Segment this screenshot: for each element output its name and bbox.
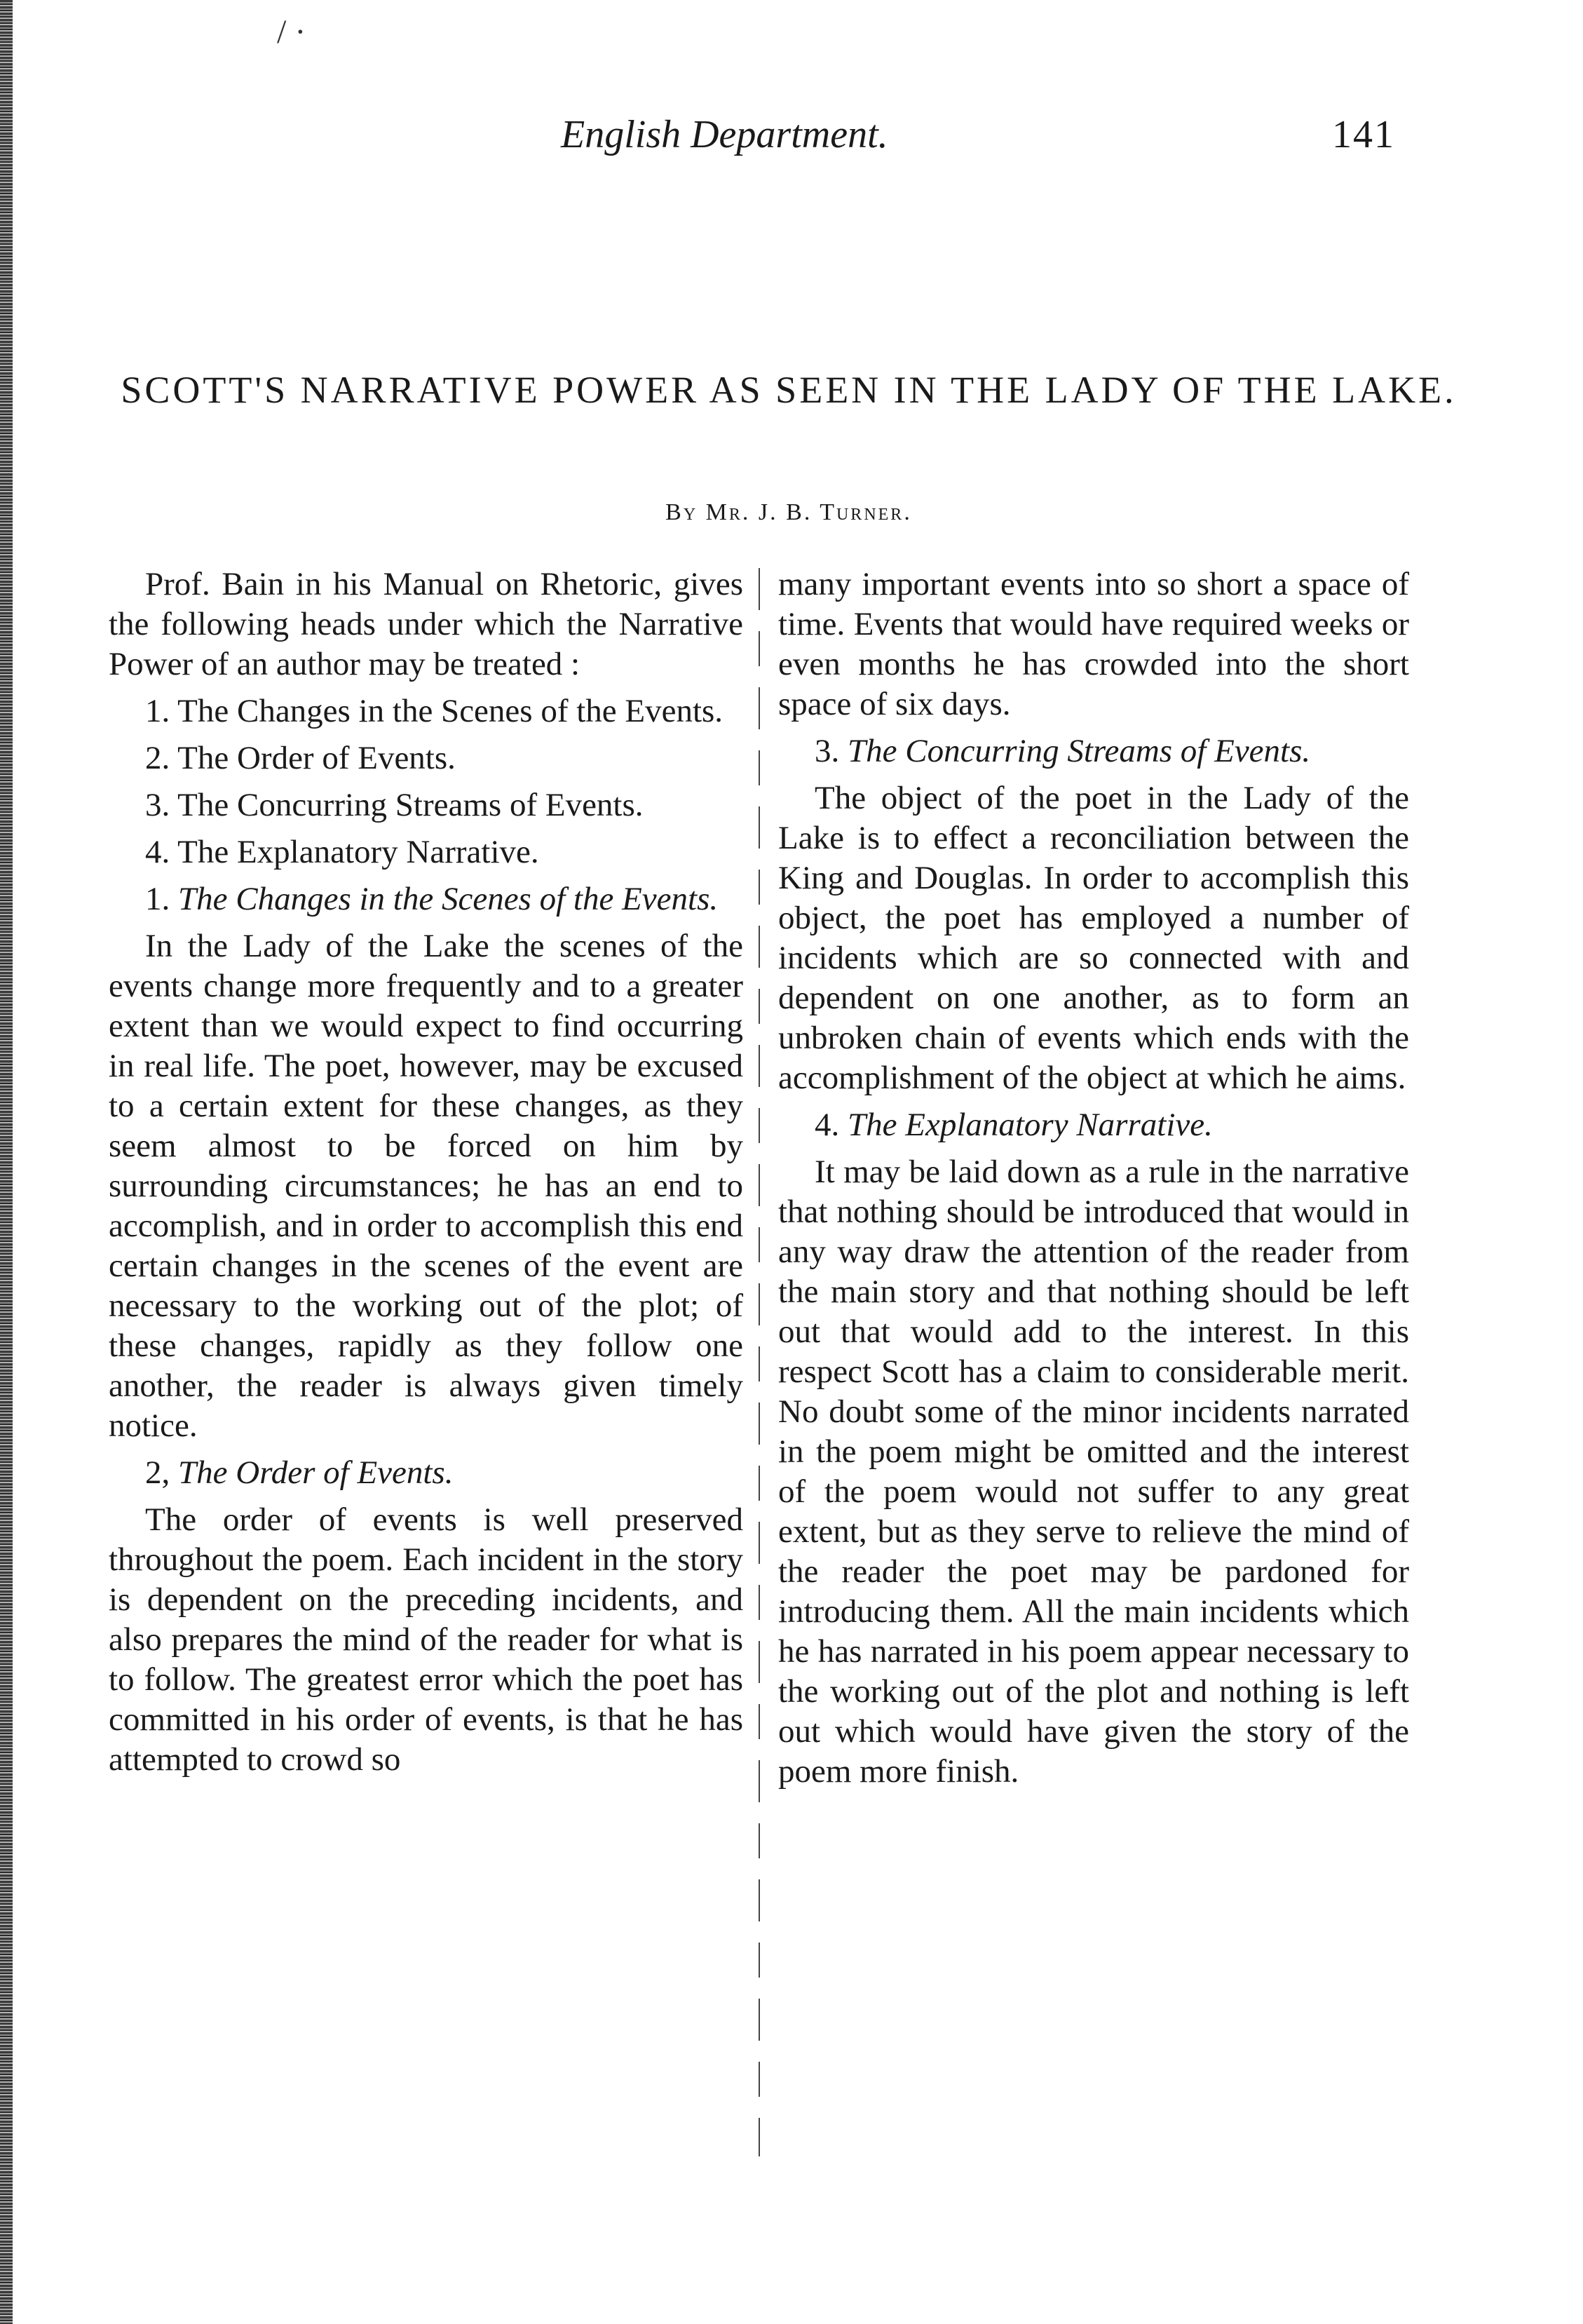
list-item: 1. The Changes in the Scenes of the Events. [145,693,723,729]
section-title: The Order of Events. [178,1454,454,1491]
right-column [778,565,1409,1799]
stray-mark: / · [277,13,306,50]
section-paragraph: The object of the poet in the Lady of the Lake is to effect a reconciliation between the King and Douglas. In order to accomplish this object, the poet has employed a number of incidents which are so connected with and dependent on one another, as to form an unbroken chain of events which ends with the accomplishment of the object at which he aims. [778,780,1409,1096]
section-paragraph: In the Lady of the Lake the scenes of the events change more frequently and to a greater extent than we would expect to find occurring in real life. The poet, however, may be excused to a certain extent for these changes, as they seem almost to be forced on him by surrounding circumstances; he has an end to accomplish, and in order to accomplish this end certain changes in the scenes of the event are necessary to the working out of the plot; of these changes, rapidly as they follow one another, the reader is always given timely notice. [109,928,743,1444]
column-divider [759,568,760,2156]
byline-prefix: By [665,499,698,525]
list-item: 4. The Explanatory Narrative. [145,834,539,870]
section-title: The Explanatory Narrative. [848,1107,1213,1143]
section-heading [778,1105,1409,1145]
running-head [0,112,1583,161]
section-title: The Concurring Streams of Events. [848,733,1311,769]
byline [84,499,1493,526]
section-heading [778,731,1409,771]
section-title: The Changes in the Scenes of the Events. [178,881,719,917]
section-heading [109,1453,743,1493]
page-number: 141 [1332,113,1395,156]
section-number: 1. [145,881,170,917]
list-item: 2. The Order of Events. [145,740,456,776]
section-number: 3. [815,733,840,769]
section-number: 4. [815,1107,840,1143]
continuation-paragraph: many important events into so short a space of time. Events that would have required weeks or even months he has crowded into the short space of six days. [778,566,1409,722]
left-column [109,565,743,1787]
intro-paragraph: Prof. Bain in his Manual on Rhetoric, gives the following heads under which the Narrative Power of an author may be treated : [109,566,743,682]
article-title: SCOTT'S NARRATIVE POWER AS SEEN IN THE LADY OF THE LAKE. [121,369,1457,411]
section-number: 2, [145,1454,170,1491]
list-item: 3. The Concurring Streams of Events. [145,787,644,823]
section-paragraph: The order of events is well preserved throughout the poem. Each incident in the story is dependent on the preceding incidents, and also prepares the mind of the reader for what is to follow. The greatest error which the poet has committed in his order of events, is that he has attempted to crowd so [109,1501,743,1778]
page-binding-edge [0,0,13,2324]
running-title: English Department. [561,113,888,156]
section-paragraph: It may be laid down as a rule in the narrative that nothing should be introduced that would in any way draw the attention of the reader from the main story and that nothing should be left out that would add to the interest. In this respect Scott has a claim to considerable merit. No doubt some of the minor incidents narrated in the poem might be omitted and the interest of the poem would not suffer to any great extent, but as they serve to relieve the mind of the reader the poet may be pardoned for introducing them. All the main incidents which he has narrated in his poem appear necessary to the working out of the plot and nothing is left out which would have given the story of the poem more finish. [778,1154,1409,1790]
section-heading [109,879,743,919]
byline-author: Mr. J. B. Turner. [705,499,912,525]
